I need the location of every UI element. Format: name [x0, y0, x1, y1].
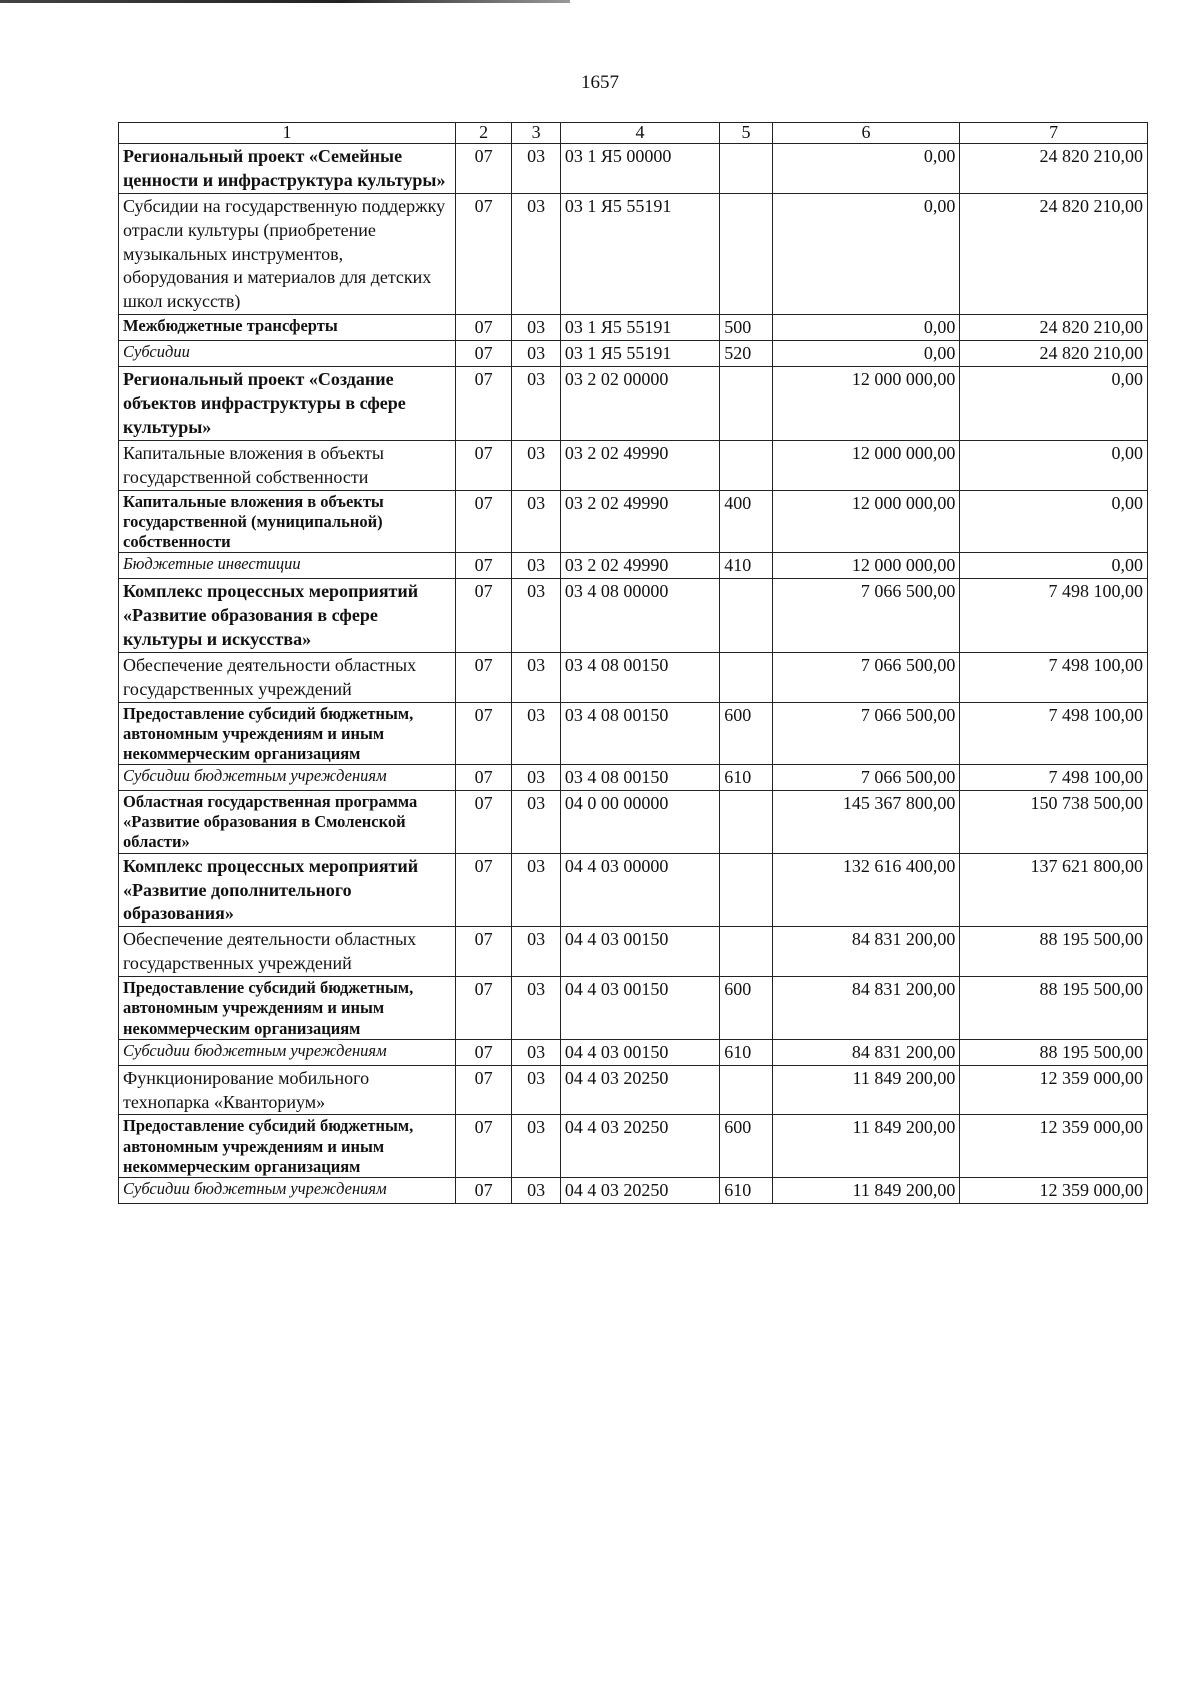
amount-year2-cell: 7 498 100,00: [960, 765, 1148, 791]
table-row: [119, 367, 1148, 441]
row-name-cell: Региональный проект «Семейные ценности и инфраструктура культуры»: [119, 143, 456, 193]
table-row: [119, 791, 1148, 853]
amount-year2-cell: 0,00: [960, 490, 1148, 552]
section-code-cell: 07: [455, 1065, 511, 1115]
column-header: 2: [455, 123, 511, 144]
expense-type-cell: 500: [720, 315, 772, 341]
expense-type-cell: 610: [720, 765, 772, 791]
subsection-code-cell: 03: [512, 853, 560, 927]
section-code-cell: 07: [455, 1177, 511, 1203]
table-row: [119, 441, 1148, 491]
subsection-code-cell: 03: [512, 791, 560, 853]
target-article-cell: 03 4 08 00150: [560, 765, 719, 791]
row-name-cell: Обеспечение деятельности областных государственных учреждений: [119, 927, 456, 977]
section-code-cell: 07: [455, 765, 511, 791]
section-code-cell: 07: [455, 1039, 511, 1065]
section-code-cell: 07: [455, 441, 511, 491]
target-article-cell: 03 1 Я5 55191: [560, 341, 719, 367]
subsection-code-cell: 03: [512, 765, 560, 791]
section-code-cell: 07: [455, 977, 511, 1039]
amount-year2-cell: 0,00: [960, 553, 1148, 579]
amount-year2-cell: 88 195 500,00: [960, 1039, 1148, 1065]
amount-year1-cell: 11 849 200,00: [772, 1177, 960, 1203]
amount-year2-cell: 12 359 000,00: [960, 1065, 1148, 1115]
amount-year2-cell: 24 820 210,00: [960, 315, 1148, 341]
row-name-cell: Предоставление субсидий бюджетным, автономным учреждениям и иным некоммерческим организациям: [119, 977, 456, 1039]
column-header: 1: [119, 123, 456, 144]
amount-year1-cell: 11 849 200,00: [772, 1115, 960, 1177]
row-name-cell: Субсидии на государственную поддержку отрасли культуры (приобретение музыкальных инструментов, оборудования и материалов для детских школ искусств): [119, 193, 456, 315]
subsection-code-cell: 03: [512, 579, 560, 653]
subsection-code-cell: 03: [512, 1039, 560, 1065]
amount-year1-cell: 11 849 200,00: [772, 1065, 960, 1115]
row-name-cell: Субсидии бюджетным учреждениям: [119, 1177, 456, 1203]
amount-year1-cell: 145 367 800,00: [772, 791, 960, 853]
section-code-cell: 07: [455, 341, 511, 367]
row-name-cell: Бюджетные инвестиции: [119, 553, 456, 579]
amount-year1-cell: 0,00: [772, 143, 960, 193]
section-code-cell: 07: [455, 553, 511, 579]
amount-year1-cell: 12 000 000,00: [772, 490, 960, 552]
expense-type-cell: [720, 193, 772, 315]
expense-type-cell: [720, 579, 772, 653]
amount-year2-cell: 7 498 100,00: [960, 579, 1148, 653]
expense-type-cell: [720, 853, 772, 927]
target-article-cell: 03 2 02 49990: [560, 441, 719, 491]
budget-table: [118, 122, 1148, 1204]
row-name-cell: Субсидии бюджетным учреждениям: [119, 765, 456, 791]
amount-year2-cell: 24 820 210,00: [960, 193, 1148, 315]
table-row: [119, 765, 1148, 791]
amount-year2-cell: 24 820 210,00: [960, 341, 1148, 367]
amount-year2-cell: 24 820 210,00: [960, 143, 1148, 193]
subsection-code-cell: 03: [512, 553, 560, 579]
column-header: 5: [720, 123, 772, 144]
row-name-cell: Капитальные вложения в объекты государственной (муниципальной) собственности: [119, 490, 456, 552]
table-row: [119, 490, 1148, 552]
amount-year2-cell: 12 359 000,00: [960, 1177, 1148, 1203]
expense-type-cell: [720, 441, 772, 491]
table-row: [119, 193, 1148, 315]
amount-year1-cell: 0,00: [772, 315, 960, 341]
subsection-code-cell: 03: [512, 1177, 560, 1203]
target-article-cell: 03 2 02 49990: [560, 490, 719, 552]
page-number: 1657: [581, 72, 619, 93]
row-name-cell: Субсидии: [119, 341, 456, 367]
amount-year1-cell: 84 831 200,00: [772, 977, 960, 1039]
table-row: [119, 927, 1148, 977]
target-article-cell: 03 2 02 00000: [560, 367, 719, 441]
target-article-cell: 03 2 02 49990: [560, 553, 719, 579]
table-row: [119, 553, 1148, 579]
column-header: 6: [772, 123, 960, 144]
table-row: [119, 702, 1148, 764]
row-name-cell: Комплекс процессных мероприятий «Развитие образования в сфере культуры и искусства»: [119, 579, 456, 653]
row-name-cell: Субсидии бюджетным учреждениям: [119, 1039, 456, 1065]
expense-type-cell: [720, 653, 772, 703]
expense-type-cell: 600: [720, 1115, 772, 1177]
amount-year1-cell: 84 831 200,00: [772, 1039, 960, 1065]
expense-type-cell: 600: [720, 977, 772, 1039]
table-row: [119, 1177, 1148, 1203]
target-article-cell: 03 1 Я5 55191: [560, 315, 719, 341]
subsection-code-cell: 03: [512, 341, 560, 367]
section-code-cell: 07: [455, 193, 511, 315]
amount-year2-cell: 7 498 100,00: [960, 702, 1148, 764]
row-name-cell: Региональный проект «Создание объектов инфраструктуры в сфере культуры»: [119, 367, 456, 441]
section-code-cell: 07: [455, 143, 511, 193]
table-row: [119, 1039, 1148, 1065]
section-code-cell: 07: [455, 367, 511, 441]
subsection-code-cell: 03: [512, 927, 560, 977]
column-header: 7: [960, 123, 1148, 144]
amount-year2-cell: 7 498 100,00: [960, 653, 1148, 703]
target-article-cell: 03 4 08 00000: [560, 579, 719, 653]
expense-type-cell: 610: [720, 1177, 772, 1203]
amount-year1-cell: 12 000 000,00: [772, 367, 960, 441]
target-article-cell: 04 4 03 00150: [560, 927, 719, 977]
expense-type-cell: 600: [720, 702, 772, 764]
row-name-cell: Обеспечение деятельности областных государственных учреждений: [119, 653, 456, 703]
row-name-cell: Областная государственная программа «Развитие образования в Смоленской области»: [119, 791, 456, 853]
target-article-cell: 04 4 03 00000: [560, 853, 719, 927]
row-name-cell: Функционирование мобильного технопарка «Кванториум»: [119, 1065, 456, 1115]
row-name-cell: Комплекс процессных мероприятий «Развитие дополнительного образования»: [119, 853, 456, 927]
subsection-code-cell: 03: [512, 143, 560, 193]
amount-year1-cell: 7 066 500,00: [772, 765, 960, 791]
section-code-cell: 07: [455, 1115, 511, 1177]
amount-year2-cell: 88 195 500,00: [960, 977, 1148, 1039]
row-name-cell: Межбюджетные трансферты: [119, 315, 456, 341]
section-code-cell: 07: [455, 579, 511, 653]
amount-year2-cell: 150 738 500,00: [960, 791, 1148, 853]
section-code-cell: 07: [455, 927, 511, 977]
amount-year1-cell: 7 066 500,00: [772, 702, 960, 764]
amount-year1-cell: 0,00: [772, 341, 960, 367]
amount-year1-cell: 12 000 000,00: [772, 553, 960, 579]
section-code-cell: 07: [455, 702, 511, 764]
target-article-cell: 04 4 03 20250: [560, 1177, 719, 1203]
subsection-code-cell: 03: [512, 1065, 560, 1115]
expense-type-cell: 400: [720, 490, 772, 552]
subsection-code-cell: 03: [512, 193, 560, 315]
amount-year2-cell: 0,00: [960, 367, 1148, 441]
amount-year1-cell: 84 831 200,00: [772, 927, 960, 977]
table-row: [119, 853, 1148, 927]
amount-year1-cell: 7 066 500,00: [772, 579, 960, 653]
table-row: [119, 341, 1148, 367]
expense-type-cell: [720, 791, 772, 853]
section-code-cell: 07: [455, 490, 511, 552]
table-row: [119, 1115, 1148, 1177]
expense-type-cell: [720, 1065, 772, 1115]
section-code-cell: 07: [455, 315, 511, 341]
target-article-cell: 04 4 03 00150: [560, 1039, 719, 1065]
expense-type-cell: 610: [720, 1039, 772, 1065]
row-name-cell: Капитальные вложения в объекты государственной собственности: [119, 441, 456, 491]
table-row: [119, 143, 1148, 193]
subsection-code-cell: 03: [512, 653, 560, 703]
amount-year2-cell: 12 359 000,00: [960, 1115, 1148, 1177]
target-article-cell: 04 0 00 00000: [560, 791, 719, 853]
table-row: [119, 653, 1148, 703]
subsection-code-cell: 03: [512, 315, 560, 341]
amount-year2-cell: 0,00: [960, 441, 1148, 491]
row-name-cell: Предоставление субсидий бюджетным, автономным учреждениям и иным некоммерческим организациям: [119, 702, 456, 764]
amount-year1-cell: 0,00: [772, 193, 960, 315]
subsection-code-cell: 03: [512, 490, 560, 552]
section-code-cell: 07: [455, 653, 511, 703]
column-header: 4: [560, 123, 719, 144]
amount-year2-cell: 88 195 500,00: [960, 927, 1148, 977]
subsection-code-cell: 03: [512, 702, 560, 764]
expense-type-cell: 410: [720, 553, 772, 579]
target-article-cell: 04 4 03 20250: [560, 1115, 719, 1177]
amount-year1-cell: 132 616 400,00: [772, 853, 960, 927]
expense-type-cell: 520: [720, 341, 772, 367]
table-row: [119, 1065, 1148, 1115]
expense-type-cell: [720, 143, 772, 193]
scan-edge-line: [0, 0, 570, 3]
expense-type-cell: [720, 927, 772, 977]
target-article-cell: 04 4 03 20250: [560, 1065, 719, 1115]
section-code-cell: 07: [455, 791, 511, 853]
subsection-code-cell: 03: [512, 367, 560, 441]
table-row: [119, 579, 1148, 653]
amount-year1-cell: 7 066 500,00: [772, 653, 960, 703]
subsection-code-cell: 03: [512, 1115, 560, 1177]
section-code-cell: 07: [455, 853, 511, 927]
expense-type-cell: [720, 367, 772, 441]
table-row: [119, 315, 1148, 341]
target-article-cell: 03 1 Я5 00000: [560, 143, 719, 193]
table-body: [119, 143, 1148, 1203]
amount-year1-cell: 12 000 000,00: [772, 441, 960, 491]
target-article-cell: 03 1 Я5 55191: [560, 193, 719, 315]
column-header: 3: [512, 123, 560, 144]
target-article-cell: 03 4 08 00150: [560, 653, 719, 703]
target-article-cell: 03 4 08 00150: [560, 702, 719, 764]
target-article-cell: 04 4 03 00150: [560, 977, 719, 1039]
row-name-cell: Предоставление субсидий бюджетным, автономным учреждениям и иным некоммерческим организациям: [119, 1115, 456, 1177]
table-row: [119, 977, 1148, 1039]
subsection-code-cell: 03: [512, 977, 560, 1039]
table-header-row: [119, 123, 1148, 144]
amount-year2-cell: 137 621 800,00: [960, 853, 1148, 927]
subsection-code-cell: 03: [512, 441, 560, 491]
